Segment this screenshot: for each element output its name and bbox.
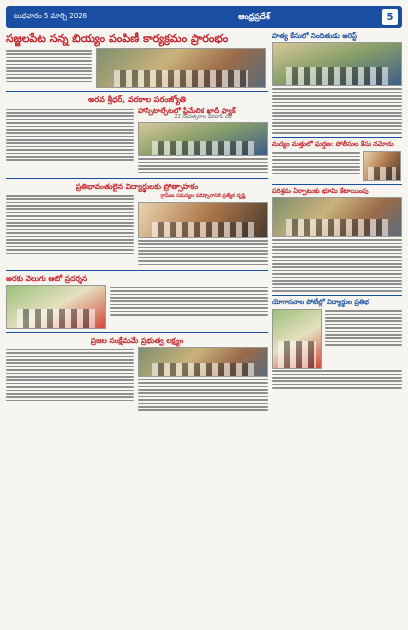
page-number: 5 [382,9,398,25]
story3-photo [138,122,268,156]
right-column [272,32,402,391]
page-header [6,6,402,28]
story3-subheading: 22 సంవత్సరాల దేవదాసీ చెరి [174,114,232,121]
story4-body [6,193,134,267]
right-story4-body [325,309,402,369]
right-story4-photo [272,309,322,369]
story6-headline: ప్రజల సంక్షేమమే ప్రభుత్వ లక్ష్యం [90,336,184,346]
story6-photo [138,347,268,377]
right-story2-body [272,151,360,181]
mid-caption: గ్రామీణ సమస్యల పరిష్కారానికి ప్రత్యేక దృష్టి [160,193,246,200]
right-story4-headline: యోగాసనాల పోటీల్లో విద్యార్థుల ప్రతిభ [272,297,369,306]
right-story3-body [272,239,402,291]
masthead: ఆంధ్రప్రదేశ్ [238,11,270,21]
story4-photo [138,202,268,238]
lead-photo [96,48,266,88]
right-story1-body [272,88,402,134]
issue-date: బుధవారం 5 మార్చి 2026 [14,12,88,20]
right-story2-headline: మద్యం మత్తులో ఘర్షణ: పోలీసుల కేసు నమోదు [272,139,394,148]
story2-body [6,107,134,175]
story5-photo [6,285,106,329]
story3-headline: హాస్పిటాల్పేటలో ఫ్రీమేలిక ఖాదీ ఫ్యాక్ [138,105,236,115]
lead-body [6,48,92,88]
story2-headline: అరవ శ్రీధర్, వరకాల పరంజ్యోతి [87,94,186,105]
story6-body [6,347,134,413]
right-story3-photo [272,197,402,237]
story5-headline: అరకు వెలుగు ఆటో ప్రదర్శన [6,274,88,284]
right-story1-headline: హత్య కేసులో నిందితుడు అరెస్ట్ [272,31,357,40]
left-column [6,32,268,413]
right-story1-photo [272,42,402,86]
story5-body [110,285,268,329]
right-story2-photo [363,151,401,181]
story4-headline: ప్రతిభావంతులైన విద్యార్థులకు ప్రోత్సాహకం [75,182,199,192]
right-story3-headline: పరిశ్రమ ఏర్పాటుకు భూమి కేటాయింపు [272,186,369,195]
lead-headline: సజ్జలపేట సన్న బియ్యం పంపిణీ కార్యక్రమం ప్రారంభం [6,32,229,45]
